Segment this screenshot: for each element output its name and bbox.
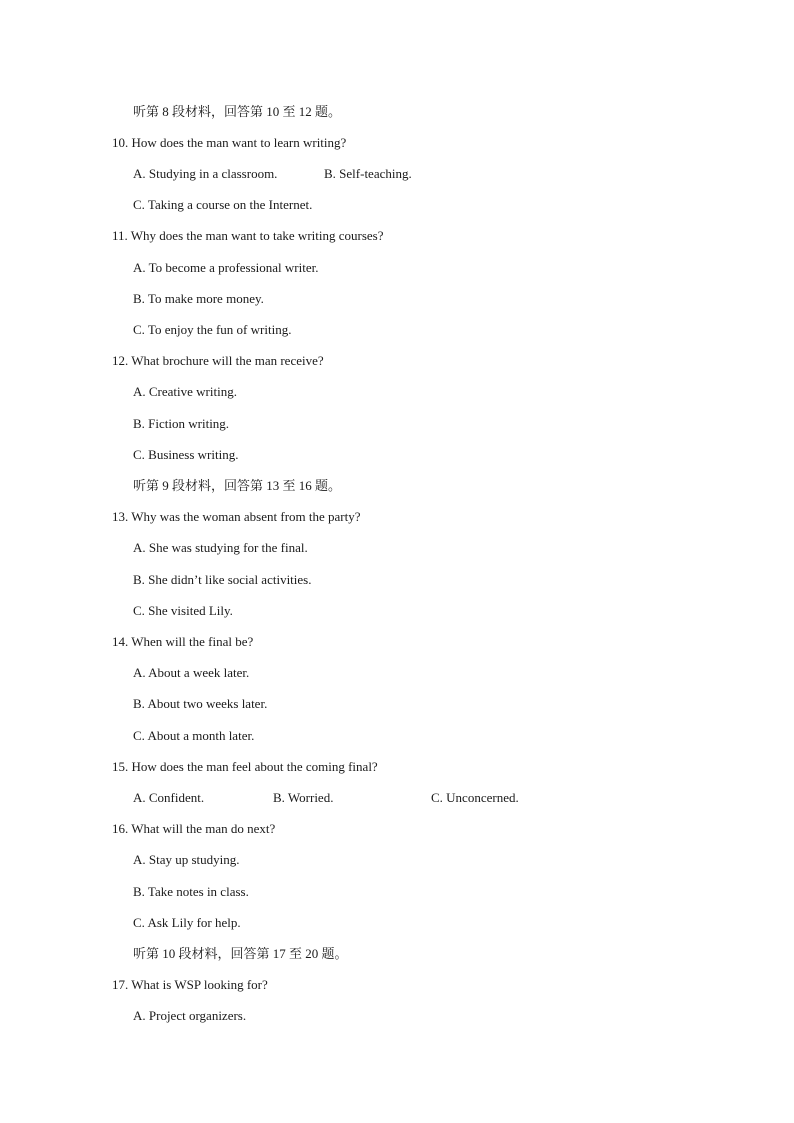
question-10: 10. How does the man want to learn writing?	[112, 135, 347, 150]
option-11-b: B. To make more money.	[133, 291, 264, 306]
section-heading-9: 听第 9 段材料，回答第 13 至 16 题。	[133, 478, 342, 493]
option-14-c: C. About a month later.	[133, 728, 255, 743]
section-heading-8: 听第 8 段材料，回答第 10 至 12 题。	[133, 104, 342, 119]
option-14-a: A. About a week later.	[133, 665, 250, 680]
question-11: 11. Why does the man want to take writing courses?	[112, 228, 384, 243]
option-13-c: C. She visited Lily.	[133, 603, 233, 618]
option-15-c: C. Unconcerned.	[431, 790, 519, 805]
question-12: 12. What brochure will the man receive?	[112, 353, 324, 368]
option-13-a: A. She was studying for the final.	[133, 540, 308, 555]
section-heading-10: 听第 10 段材料，回答第 17 至 20 题。	[133, 946, 348, 961]
option-12-b: B. Fiction writing.	[133, 416, 230, 431]
question-17: 17. What is WSP looking for?	[112, 977, 268, 992]
question-15: 15. How does the man feel about the coming final?	[112, 759, 378, 774]
option-10-a: A. Studying in a classroom.	[133, 166, 278, 181]
option-16-c: C. Ask Lily for help.	[133, 915, 241, 930]
option-15-b: B. Worried.	[273, 790, 334, 805]
option-11-a: A. To become a professional writer.	[133, 260, 319, 275]
option-16-a: A. Stay up studying.	[133, 852, 240, 867]
question-16: 16. What will the man do next?	[112, 821, 276, 836]
option-14-b: B. About two weeks later.	[133, 696, 268, 711]
option-12-c: C. Business writing.	[133, 447, 239, 462]
option-10-c: C. Taking a course on the Internet.	[133, 197, 313, 212]
option-17-a: A. Project organizers.	[133, 1008, 247, 1023]
option-13-b: B. She didn’t like social activities.	[133, 572, 312, 587]
option-15-a: A. Confident.	[133, 790, 205, 805]
option-12-a: A. Creative writing.	[133, 384, 237, 399]
question-14: 14. When will the final be?	[112, 634, 254, 649]
question-13: 13. Why was the woman absent from the party?	[112, 509, 361, 524]
option-11-c: C. To enjoy the fun of writing.	[133, 322, 292, 337]
option-10-b: B. Self-teaching.	[324, 166, 412, 181]
option-16-b: B. Take notes in class.	[133, 884, 249, 899]
